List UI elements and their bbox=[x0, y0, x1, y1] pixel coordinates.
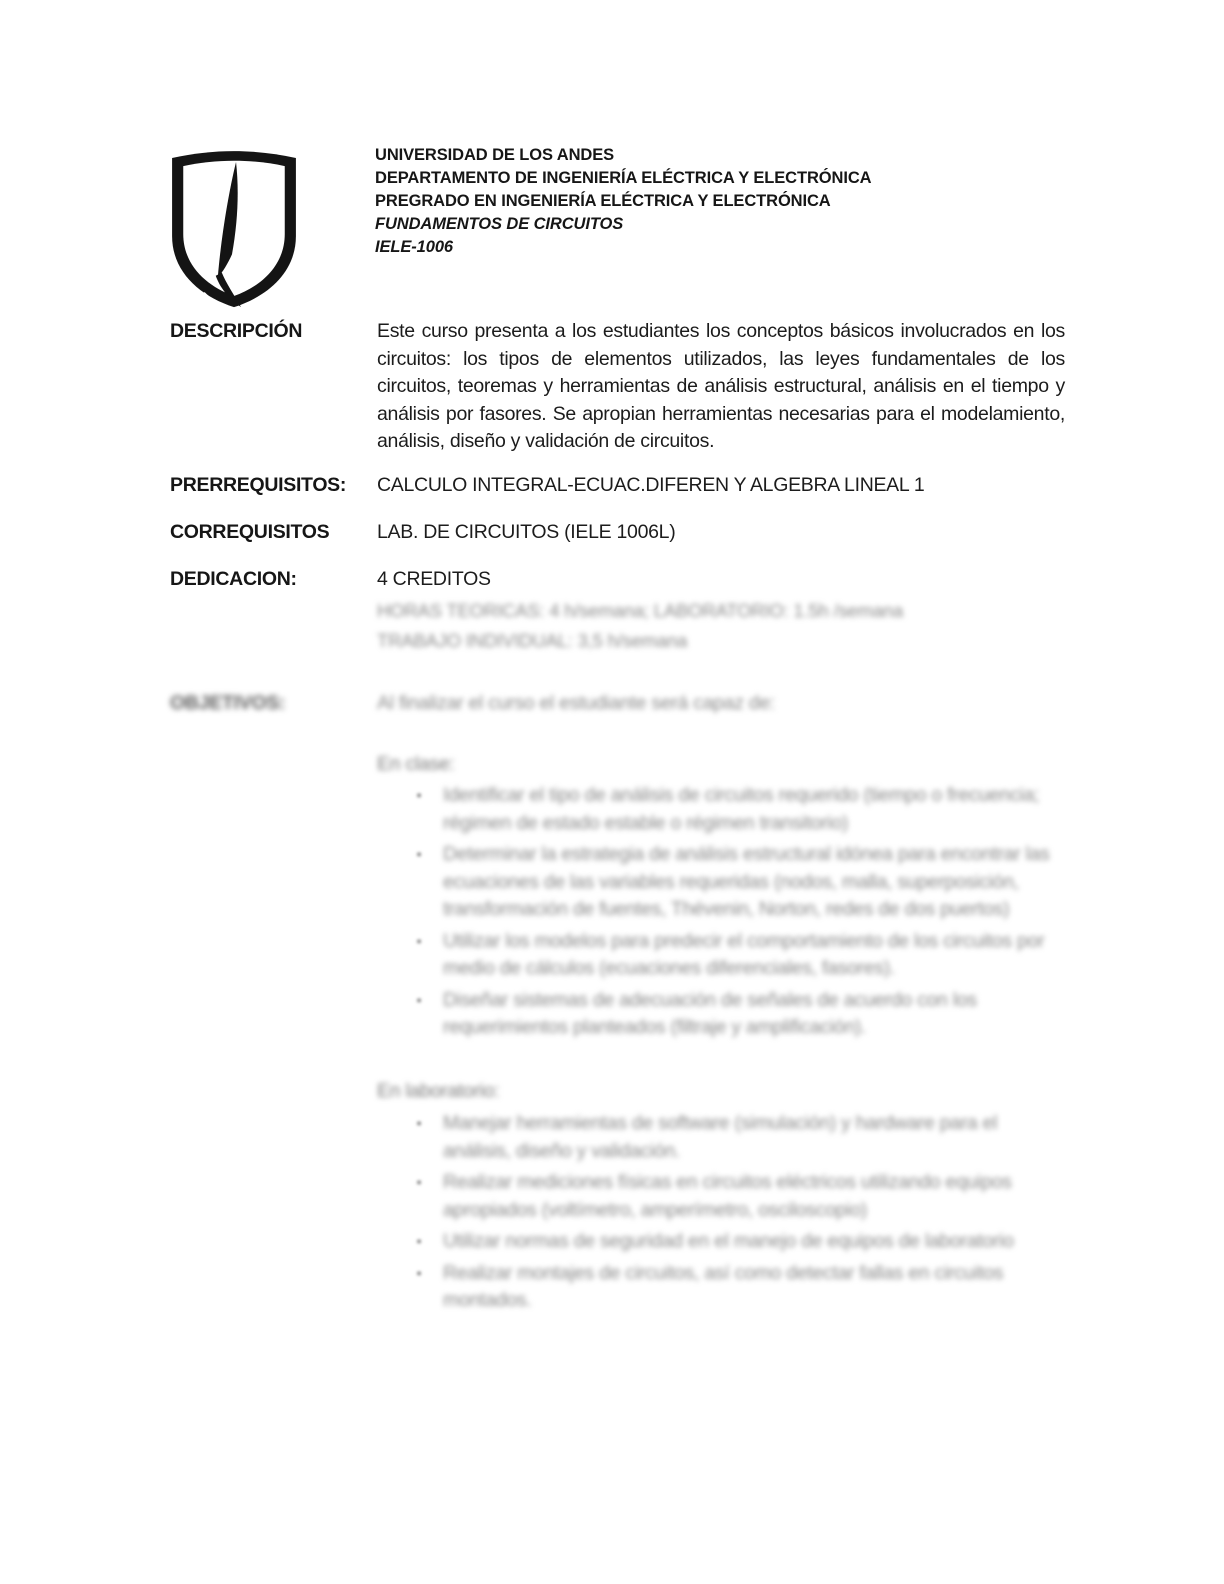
dedicacion-hours-line-2: TRABAJO INDIVIDUAL: 3,5 h/semana bbox=[377, 630, 688, 651]
en-laboratorio-heading: En laboratorio: bbox=[377, 1080, 500, 1102]
lab-objective-item bbox=[377, 1228, 1077, 1256]
bullet-icon: ▪ bbox=[417, 788, 421, 802]
class-objective-text: Determinar la estrategia de análisis estructural idónea para encontrar las ecuaciones de las variables requeridas (nodos, malla, superposición, transformación de fuentes, Thévenin, Norton, redes de dos puertos) bbox=[443, 843, 1050, 920]
dedicacion-label: DEDICACION: bbox=[170, 568, 297, 590]
dedicacion-hours-blurred bbox=[377, 596, 1017, 656]
descripcion-label: DESCRIPCIÓN bbox=[170, 320, 303, 342]
en-laboratorio-bullet-list bbox=[377, 1110, 1077, 1319]
class-objective-item bbox=[377, 987, 1077, 1042]
header-line-university: UNIVERSIDAD DE LOS ANDES bbox=[375, 146, 615, 164]
document-header bbox=[375, 144, 871, 259]
class-objective-item bbox=[377, 928, 1077, 983]
dedicacion-value: 4 CREDITOS bbox=[377, 568, 491, 590]
bullet-icon: ▪ bbox=[417, 1116, 421, 1130]
dedicacion-hours-line-1: HORAS TEORICAS: 4 h/semana; LABORATORIO: 1.5h /semana bbox=[377, 600, 904, 621]
lab-objective-item bbox=[377, 1260, 1077, 1315]
class-objective-item bbox=[377, 782, 1077, 837]
bullet-icon: ▪ bbox=[417, 1265, 421, 1280]
bullet-icon: ▪ bbox=[417, 1175, 421, 1189]
class-objective-item bbox=[377, 841, 1077, 924]
class-objective-text: Utilizar los modelos para predecir el comportamiento de los circuitos por medio de cálculos (ecuaciones diferenciales, fasores). bbox=[443, 929, 1045, 979]
bullet-icon: ▪ bbox=[417, 1234, 421, 1248]
lab-objective-item bbox=[377, 1169, 1077, 1224]
lab-objective-text: Realizar mediciones físicas en circuitos eléctricos utilizando equipos apropiados (voltímetro, amperímetro, osciloscopio) bbox=[443, 1171, 1012, 1221]
class-objective-text: Diseñar sistemas de adecuación de señales de acuerdo con los requerimientos planteados (filtraje y amplificación). bbox=[443, 988, 977, 1038]
lab-objective-text: Utilizar normas de seguridad en el manejo de equipos de laboratorio bbox=[443, 1230, 1014, 1252]
correquisitos-value: LAB. DE CIRCUITOS (IELE 1006L) bbox=[377, 521, 676, 543]
header-line-course-code: IELE-1006 bbox=[375, 238, 453, 256]
bullet-icon: ▪ bbox=[417, 933, 421, 948]
uniandes-shield-icon bbox=[166, 146, 302, 310]
header-line-program: PREGRADO EN INGENIERÍA ELÉCTRICA Y ELECTRÓNICA bbox=[375, 192, 831, 210]
bullet-icon: ▪ bbox=[417, 847, 421, 861]
en-clase-bullet-list bbox=[377, 782, 1077, 1046]
lab-objective-item bbox=[377, 1110, 1077, 1165]
en-clase-heading: En clase: bbox=[377, 753, 455, 775]
objetivos-intro: Al finalizar el curso el estudiante será capaz de: bbox=[377, 692, 775, 714]
bullet-icon: ▪ bbox=[417, 992, 421, 1007]
lab-objective-text: Realizar montajes de circuitos, así como detectar fallas en circuitos montados. bbox=[443, 1261, 1004, 1311]
prerrequisitos-label: PRERREQUISITOS: bbox=[170, 474, 347, 496]
header-line-department: DEPARTAMENTO DE INGENIERÍA ELÉCTRICA Y ELECTRÓNICA bbox=[375, 169, 872, 187]
prerrequisitos-value: CALCULO INTEGRAL-ECUAC.DIFEREN Y ALGEBRA LINEAL 1 bbox=[377, 474, 925, 496]
correquisitos-label: CORREQUISITOS bbox=[170, 521, 330, 543]
class-objective-text: Identificar el tipo de análisis de circuitos requerido (tiempo o frecuencia; régimen de estado estable o régimen transitorio) bbox=[443, 784, 1040, 834]
lab-objective-text: Manejar herramientas de software (simulación) y hardware para el análisis, diseño y validación. bbox=[443, 1112, 998, 1162]
header-line-course: FUNDAMENTOS DE CIRCUITOS bbox=[375, 215, 624, 233]
descripcion-text: Este curso presenta a los estudiantes los conceptos básicos involucrados en los circuitos: los tipos de elementos utilizados, las leyes fundamentales de los circuitos, teoremas y herramientas de análisis estructural, análisis en el tiempo y análisis por fasores. Se apropian herramientas necesarias para el modelamiento, análisis, diseño y validación de circuitos. bbox=[377, 320, 1065, 452]
objetivos-label: OBJETIVOS: bbox=[170, 692, 286, 714]
